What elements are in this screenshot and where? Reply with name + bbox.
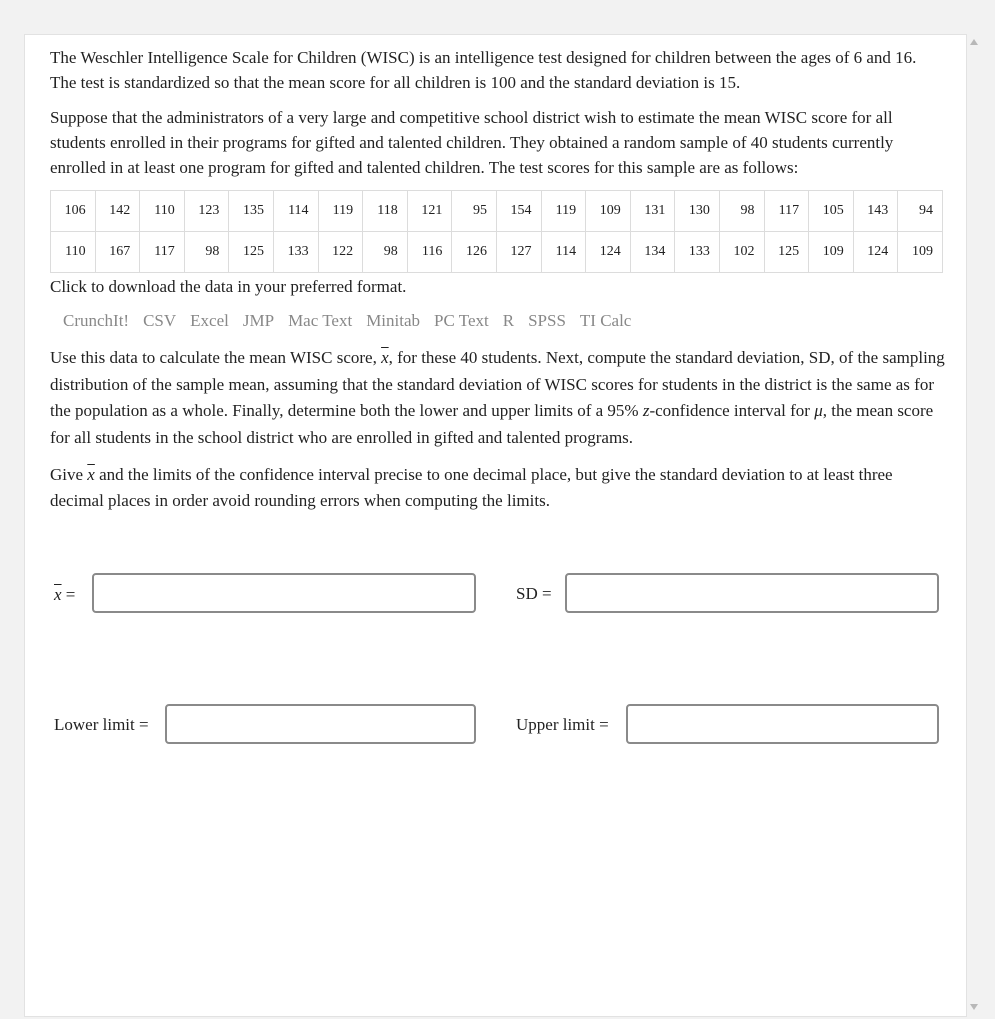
table-cell: 124 [853, 232, 898, 273]
table-cell: 114 [541, 232, 586, 273]
table-cell: 119 [318, 191, 363, 232]
download-link-mac-text[interactable]: Mac Text [288, 311, 353, 330]
table-cell: 134 [630, 232, 675, 273]
table-cell: 142 [95, 191, 140, 232]
table-cell: 124 [586, 232, 631, 273]
table-cell: 102 [719, 232, 764, 273]
download-link-csv[interactable]: CSV [143, 311, 177, 330]
table-cell: 167 [95, 232, 140, 273]
table-cell: 117 [140, 232, 185, 273]
download-link-pc-text[interactable]: PC Text [434, 311, 489, 330]
download-link-minitab[interactable]: Minitab [366, 311, 421, 330]
sd-label: SD = [516, 584, 552, 603]
table-cell: 123 [184, 191, 229, 232]
table-cell: 135 [229, 191, 274, 232]
mu-symbol: μ [814, 401, 823, 420]
intro-paragraph-1: The Weschler Intelligence Scale for Children (WISC) is an intelligence test designed for children between the ages of 6 and 16. The test is standardized so that the mean score for all children is 100 and the standard deviation is 15. [50, 48, 917, 92]
table-cell: 143 [853, 191, 898, 232]
download-link-spss[interactable]: SPSS [528, 311, 566, 330]
table-cell: 154 [496, 191, 541, 232]
table-cell: 125 [229, 232, 274, 273]
z-symbol: z [642, 401, 650, 420]
table-cell: 117 [764, 191, 809, 232]
table-cell: 114 [273, 191, 318, 232]
upper-limit-input[interactable] [626, 704, 939, 744]
x-bar-symbol: $\overline{x}$ [381, 348, 389, 367]
download-links [63, 310, 945, 332]
table-cell: 109 [586, 191, 631, 232]
table-cell: 110 [51, 232, 96, 273]
table-cell: 94 [898, 191, 943, 232]
sd-input[interactable] [565, 573, 939, 613]
table-cell: 98 [719, 191, 764, 232]
table-cell: 95 [452, 191, 497, 232]
lower-limit-input[interactable] [165, 704, 476, 744]
instructions-paragraph: Use this data to calculate the mean WISC score, $\overline{x}$, for these 40 students. Next, compute the standard deviation, SD, of the sampling distribution of the sample mean, assuming that the standard deviation of WISC scores for students in the district is the same as for the population as a whole. Finally, determine both the lower and upper limits of a 95% z-confidence interval for μ, the mean score for all students in the school district who are enrolled in gifted and talented programs. [50, 348, 945, 447]
table-cell: 131 [630, 191, 675, 232]
table-cell: 126 [452, 232, 497, 273]
question-content [50, 45, 945, 514]
table-row [51, 232, 943, 273]
table-cell: 121 [407, 191, 452, 232]
scroll-down-arrow-icon[interactable] [970, 1004, 978, 1010]
download-link-r[interactable]: R [502, 311, 515, 330]
table-cell: 109 [898, 232, 943, 273]
xbar-label: $\overline{x}$ = [54, 585, 76, 604]
download-label: Click to download the data in your preferred format. [50, 277, 407, 296]
download-link-ti-calc[interactable]: TI Calc [579, 311, 632, 330]
table-cell: 106 [51, 191, 96, 232]
table-cell: 116 [407, 232, 452, 273]
xbar-input[interactable] [92, 573, 476, 613]
table-cell: 98 [363, 232, 408, 273]
table-row [51, 191, 943, 232]
upper-limit-label: Upper limit = [516, 715, 609, 734]
table-cell: 110 [140, 191, 185, 232]
x-bar-symbol: $\overline{x}$ [87, 465, 95, 484]
table-cell: 133 [675, 232, 720, 273]
download-link-jmp[interactable]: JMP [242, 311, 275, 330]
intro-paragraph-2: Suppose that the administrators of a very large and competitive school district wish to estimate the mean WISC score for all students enrolled in their programs for gifted and talented children. They obtained a random sample of 40 students currently enrolled in at least one program for gifted and talented children. The test scores for this sample are as follows: [50, 108, 894, 177]
table-cell: 109 [809, 232, 854, 273]
lower-limit-label: Lower limit = [54, 715, 149, 734]
table-cell: 127 [496, 232, 541, 273]
download-link-crunchit[interactable]: CrunchIt! [63, 311, 130, 330]
download-link-excel[interactable]: Excel [190, 311, 229, 330]
scroll-up-arrow-icon[interactable] [970, 39, 978, 45]
table-cell: 133 [273, 232, 318, 273]
table-cell: 119 [541, 191, 586, 232]
precision-paragraph: Give $\overline{x}$ and the limits of the confidence interval precise to one decimal place, but give the standard deviation to at least three decimal places in order avoid rounding errors when computing the limits. [50, 465, 893, 510]
table-cell: 125 [764, 232, 809, 273]
table-cell: 105 [809, 191, 854, 232]
table-cell: 98 [184, 232, 229, 273]
table-cell: 122 [318, 232, 363, 273]
table-cell: 130 [675, 191, 720, 232]
data-table [50, 190, 943, 273]
question-panel [24, 34, 967, 1017]
table-cell: 118 [363, 191, 408, 232]
